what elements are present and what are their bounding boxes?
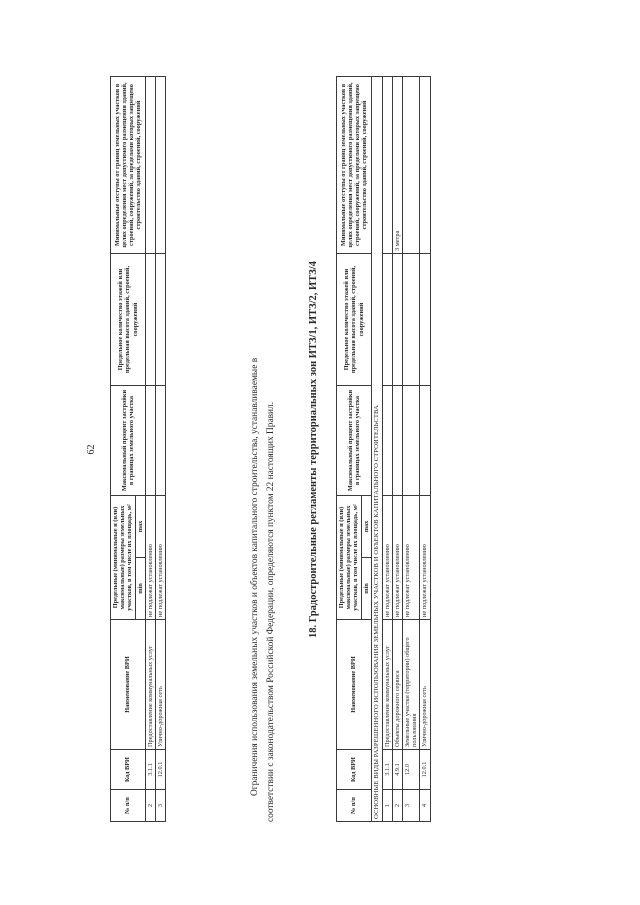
col-header-setbacks: Минимальные отступы от границ земельных участков в целях определения мест допустимого размещения зданий, строений, сооружений, за пределами которых запрещено строительство зданий, строений, сооружений xyxy=(337,76,372,253)
section-title: 18. Градостроительные регламенты территориальных зон ИТЗ/1, ИТЗ/2, ИТЗ/4 xyxy=(308,261,319,638)
col-header-percent: Максимальный процент застройки в границах земельного участка xyxy=(337,385,372,495)
cell-area: не подлежат установлению xyxy=(392,495,402,619)
cell-name: Земельные участки (территории) общего пользования xyxy=(402,620,419,750)
cell-area: не подлежат установлению xyxy=(156,495,166,619)
cell-area: не подлежат установлению xyxy=(145,495,155,619)
cell-code: 4.9.1 xyxy=(392,750,402,790)
regulations-table-itz xyxy=(336,76,431,822)
cell-setbacks: 3 метра xyxy=(392,76,402,253)
col-header-min: min xyxy=(361,558,371,620)
cell-area: не подлежат установлению xyxy=(382,495,392,619)
cell-percent xyxy=(145,385,155,495)
cell-floors xyxy=(156,253,166,385)
col-header-name: Наименование ВРИ xyxy=(111,620,146,750)
col-header-setbacks: Минимальные отступы от границ земельных участков в целях определения мест допустимого размещения зданий, строений, сооружений, за пределами которых запрещено строительство зданий, строений, сооружений xyxy=(111,76,146,253)
cell-percent xyxy=(402,385,419,495)
regulations-table-continued xyxy=(110,76,166,822)
cell-num: 2 xyxy=(392,790,402,822)
cell-area: не подлежат установлению xyxy=(402,495,419,619)
cell-num: 3 xyxy=(156,790,166,822)
col-header-num: № п/п xyxy=(337,790,372,822)
cell-code: 12.0 xyxy=(402,750,419,790)
cell-code: 3.1.1 xyxy=(145,750,155,790)
col-header-floors: Предельное количество этажей или предельная высота зданий, строений, сооружений xyxy=(337,253,372,385)
col-header-code: Код ВРИ xyxy=(111,750,146,790)
table-row xyxy=(392,76,402,821)
table-row xyxy=(145,76,155,821)
cell-code: 3.1.1 xyxy=(382,750,392,790)
page-number: 62 xyxy=(86,444,97,455)
col-header-max: max xyxy=(361,495,371,557)
cell-setbacks xyxy=(145,76,155,253)
cell-percent xyxy=(392,385,402,495)
cell-floors xyxy=(392,253,402,385)
cell-setbacks xyxy=(402,76,419,253)
cell-name: Улично-дорожная сеть xyxy=(156,620,166,750)
cell-num: 1 xyxy=(382,790,392,822)
cell-setbacks xyxy=(420,76,430,253)
cell-percent xyxy=(382,385,392,495)
table-row xyxy=(402,76,419,821)
cell-code: 12.0.1 xyxy=(420,750,430,790)
cell-name: Улично-дорожная сеть xyxy=(420,620,430,750)
section-label: ОСНОВНЫЕ ВИДЫ РАЗРЕШЕННОГО ИСПОЛЬЗОВАНИЯ ЗЕМЕЛЬНЫХ УЧАСТКОВ И ОБЪЕКТОВ КАПИТАЛЬНОГО СТРОИТЕЛЬСТВА xyxy=(371,76,382,821)
col-header-min: min xyxy=(135,558,145,620)
col-header-max: max xyxy=(135,495,145,557)
col-header-num: № п/п xyxy=(111,790,146,822)
cell-setbacks xyxy=(382,76,392,253)
col-header-name: Наименование ВРИ xyxy=(337,620,372,750)
cell-percent xyxy=(156,385,166,495)
cell-setbacks xyxy=(156,76,166,253)
rotated-page xyxy=(76,77,566,822)
col-header-area: Предельные (минимальные и (или) максимальные) размеры земельных участков, в том числе их площадь, м² xyxy=(337,495,362,619)
cell-area: не подлежат установлению xyxy=(420,495,430,619)
col-header-code: Код ВРИ xyxy=(337,750,372,790)
cell-floors xyxy=(382,253,392,385)
cell-num: 4 xyxy=(420,790,430,822)
cell-num: 2 xyxy=(145,790,155,822)
cell-floors xyxy=(420,253,430,385)
restrictions-paragraph-continued: соответствии с законодательством Российской Федерации, определяются пунктом 22 настоящих Правил. xyxy=(266,401,276,822)
cell-num: 3 xyxy=(402,790,419,822)
table-row xyxy=(382,76,392,821)
cell-name: Предоставление коммунальных услуг xyxy=(145,620,155,750)
col-header-area: Предельные (минимальные и (или) максимальные) размеры земельных участков, в том числе их площадь, м² xyxy=(111,495,136,619)
cell-percent xyxy=(420,385,430,495)
cell-floors xyxy=(402,253,419,385)
cell-floors xyxy=(145,253,155,385)
section-row xyxy=(371,76,382,821)
cell-code: 12.0.1 xyxy=(156,750,166,790)
cell-name: Предоставление коммунальных услуг xyxy=(382,620,392,750)
restrictions-paragraph: Ограничения использования земельных участков и объектов капитального строительства, устанавливаемые в xyxy=(250,357,260,796)
col-header-percent: Максимальный процент застройки в границах земельного участка xyxy=(111,385,146,495)
col-header-floors: Предельное количество этажей или предельная высота зданий, строений, сооружений xyxy=(111,253,146,385)
cell-name: Объекты дорожного сервиса xyxy=(392,620,402,750)
table-row xyxy=(420,76,430,821)
table-row xyxy=(156,76,166,821)
